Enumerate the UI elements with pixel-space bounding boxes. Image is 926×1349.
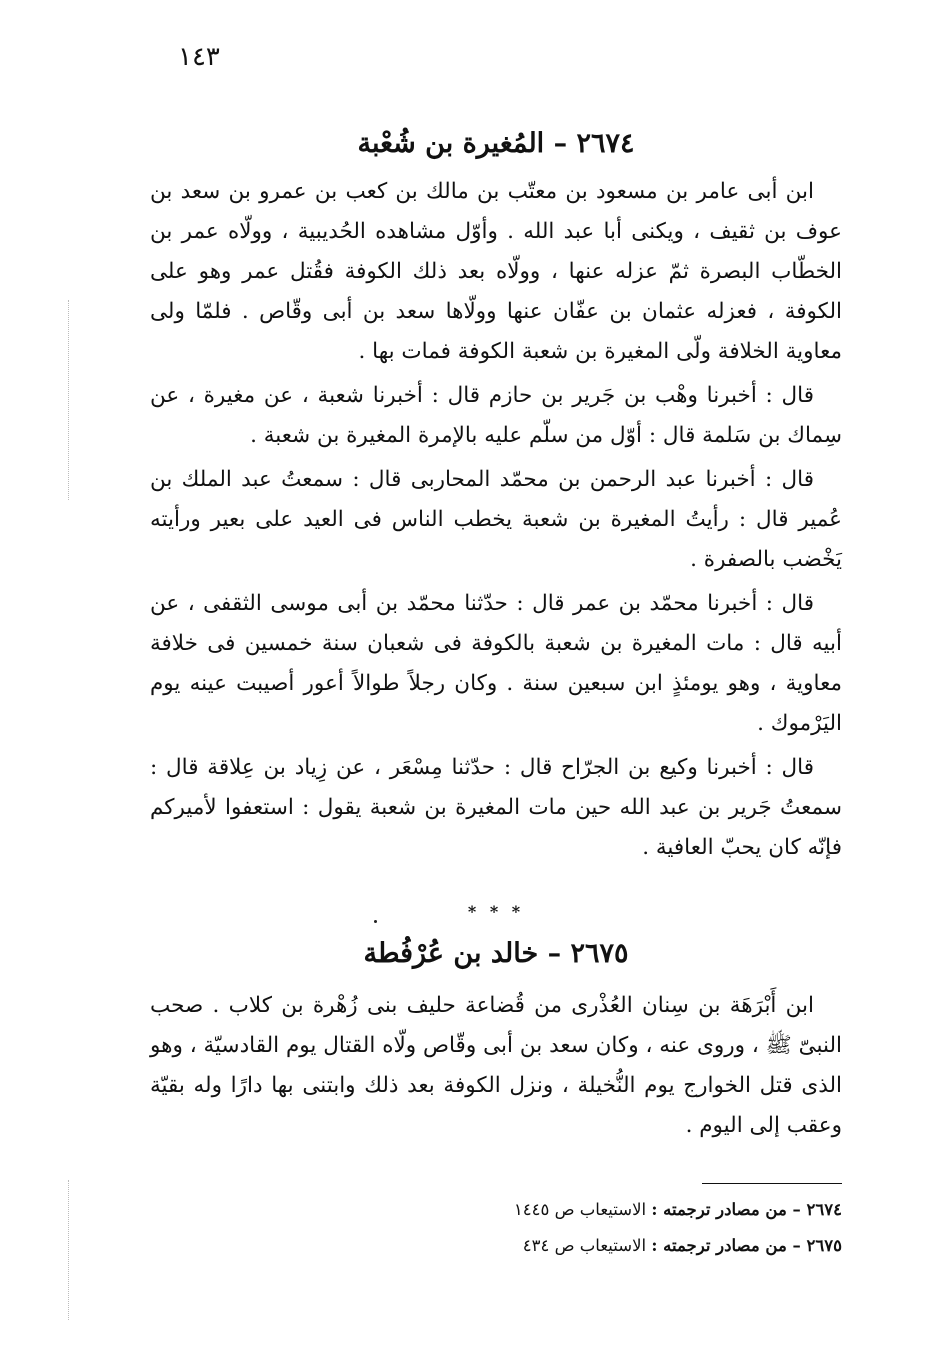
scan-edge-line	[68, 300, 69, 500]
footnote-text: الاستيعاب ص ٤٣٤	[522, 1236, 647, 1255]
footnote-rule	[702, 1183, 842, 1184]
scan-edge-line	[68, 1180, 69, 1320]
page-number: ١٤٣	[178, 42, 220, 72]
paragraph: ابن أَبْرَهَة بن سِنان العُذْرى من قُضاعة حليف بنى زُهْرة بن كلاب . صحب النبىّ ﷺ ، وروى عنه ، وكان سعد بن أبى وقّاص ولّاه القتال يوم القادسيّة ، وهو الذى قتل الخوارج يوم النُّخيلة ، ونزل الكوفة بعد ذلك وابتنى بها دارًا وله بقيّة وعقب إلى اليوم .	[150, 993, 842, 1138]
entry-body-2674	[150, 172, 842, 872]
paragraph: ابن أبى عامر بن مسعود بن معتّب بن مالك بن كعب بن عمرو بن سعد بن عوف بن ثقيف ، ويكنى أبا عبد الله . وأوّل مشاهده الحُديبية ، وولّاه عمر بن الخطّاب البصرة ثمّ عزله عنها ، وولّاه بعد ذلك الكوفة فقُتل عمر وهو على الكوفة ، فعزله عثمان بن عفّان عنها وولّاها سعد بن أبى وقّاص . فلمّا ولى معاوية الخلافة ولّى المغيرة بن شعبة الكوفة فمات بها .	[150, 179, 842, 364]
entry-heading-2674: ٢٦٧٤ – المُغيرة بن شُعْبة	[357, 128, 635, 159]
entry-heading-2675: ٢٦٧٥ – خالد بن عُرْفُطة	[363, 938, 629, 969]
footnotes	[380, 1192, 842, 1264]
paragraph: قال : أخبرنا عبد الرحمن بن محمّد المحاربى قال : سمعتُ عبد الملك بن عُمير قال : رأيتُ المغيرة بن شعبة يخطب الناس فى العيد على بعير ورأيته يَخْضب بالصفرة .	[150, 467, 842, 572]
section-separator: * * *	[467, 902, 525, 921]
footnote-text: الاستيعاب ص ١٤٤٥	[513, 1200, 647, 1219]
footnote-2674	[380, 1192, 842, 1228]
footnote-2675	[380, 1228, 842, 1264]
footnote-label: ٢٦٧٤ – من مصادر ترجمته :	[651, 1200, 842, 1219]
paragraph: قال : أخبرنا وهْب بن جَرير بن حازم قال : أخبرنا شعبة ، عن مغيرة ، عن سِماك بن سَلمة قال : أوّل من سلّم عليه بالإمرة المغيرة بن شعبة .	[150, 383, 842, 448]
paragraph: قال : أخبرنا وكيع بن الجرّاح قال : حدّثنا مِسْعَر ، عن زِياد بن عِلاقة قال : سمعتُ جَرير بن عبد الله حين مات المغيرة بن شعبة يقول : استعفوا لأميركم فإنّه كان يحبّ العافية .	[150, 755, 842, 860]
entry-body-2675	[150, 986, 842, 1150]
paragraph: قال : أخبرنا محمّد بن عمر قال : حدّثنا محمّد بن أبى موسى الثقفى ، عن أبيه قال : مات المغيرة بن شعبة بالكوفة فى شعبان سنة خمسين فى خلافة معاوية ، وهو يومئذٍ ابن سبعين سنة . وكان رجلاً طوالاً أعور أصيبت عينه يوم اليَرْموك .	[150, 591, 842, 736]
speck	[374, 920, 377, 923]
footnote-label: ٢٦٧٥ – من مصادر ترجمته :	[651, 1236, 842, 1255]
